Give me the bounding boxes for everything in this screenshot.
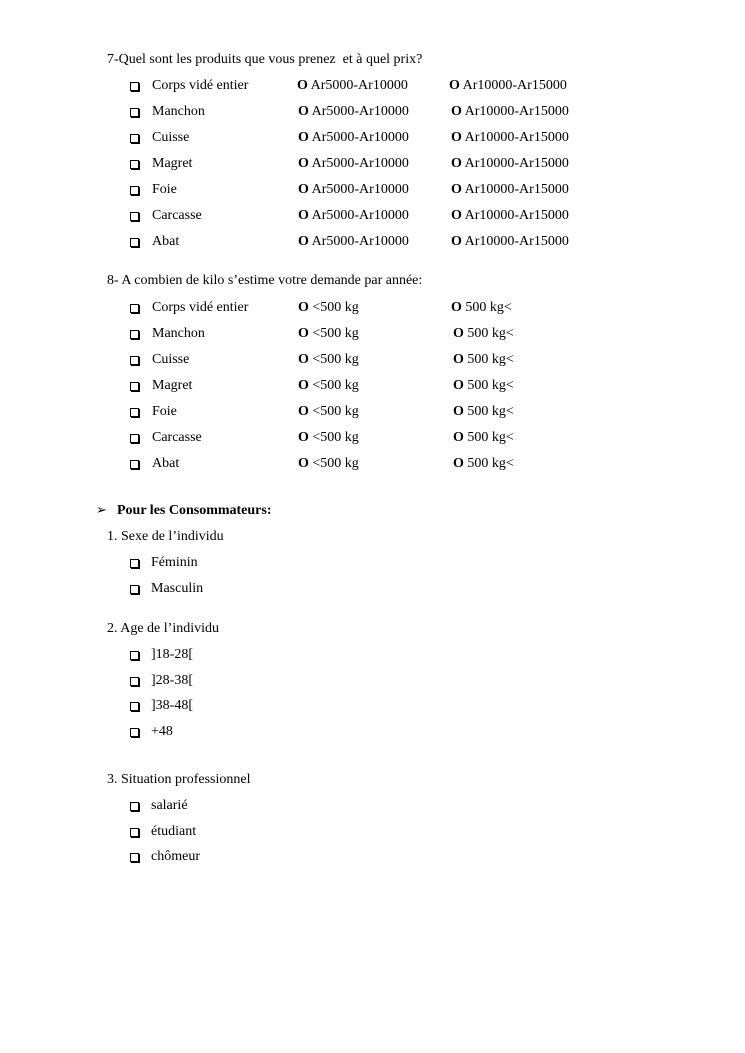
checkbox-square-icon[interactable] bbox=[130, 460, 139, 469]
option-2[interactable] bbox=[449, 78, 567, 94]
question-7-title: 7-Quel sont les produits que vous prenez et à quel prix? bbox=[107, 52, 423, 67]
choice-label: Masculin bbox=[151, 581, 204, 596]
option-2[interactable] bbox=[451, 208, 569, 224]
option-1[interactable] bbox=[298, 326, 359, 342]
option-circle-marker: O bbox=[298, 156, 309, 171]
option-2[interactable] bbox=[451, 300, 512, 316]
option-label: 500 kg< bbox=[467, 456, 514, 471]
option-label: 500 kg< bbox=[467, 352, 514, 367]
product-label: Carcasse bbox=[152, 430, 202, 445]
option-circle-marker: O bbox=[298, 456, 309, 471]
option-label: Ar5000-Ar10000 bbox=[311, 104, 409, 119]
option-label: Ar5000-Ar10000 bbox=[311, 130, 409, 145]
option-label: Ar5000-Ar10000 bbox=[311, 234, 409, 249]
checkbox-square-icon[interactable] bbox=[130, 677, 139, 686]
option-1[interactable] bbox=[298, 234, 409, 250]
product-label: Manchon bbox=[152, 104, 205, 119]
option-label: <500 kg bbox=[312, 300, 359, 315]
option-circle-marker: O bbox=[453, 456, 464, 471]
product-label: Magret bbox=[152, 378, 193, 393]
option-2[interactable] bbox=[451, 234, 569, 250]
option-label: <500 kg bbox=[312, 456, 359, 471]
choice-label: ]38-48[ bbox=[151, 698, 193, 713]
choice-label: ]18-28[ bbox=[151, 647, 193, 662]
product-label: Abat bbox=[152, 456, 180, 471]
choice-label: étudiant bbox=[151, 824, 197, 839]
product-label: Foie bbox=[152, 404, 177, 419]
option-label: Ar10000-Ar15000 bbox=[462, 78, 567, 93]
choice-label: ]28-38[ bbox=[151, 673, 193, 688]
checkbox-square-icon[interactable] bbox=[130, 408, 139, 417]
option-label: <500 kg bbox=[312, 430, 359, 445]
checkbox-square-icon[interactable] bbox=[130, 160, 139, 169]
option-circle-marker: O bbox=[298, 182, 309, 197]
checkbox-square-icon[interactable] bbox=[130, 702, 139, 711]
option-circle-marker: O bbox=[451, 104, 462, 119]
consumer-question-3-title: 3. Situation professionnel bbox=[107, 772, 251, 787]
choice-label: Féminin bbox=[151, 555, 198, 570]
option-circle-marker: O bbox=[298, 208, 309, 223]
option-label: <500 kg bbox=[312, 378, 359, 393]
option-label: Ar5000-Ar10000 bbox=[311, 208, 409, 223]
checkbox-square-icon[interactable] bbox=[130, 585, 139, 594]
option-2[interactable] bbox=[451, 130, 569, 146]
option-circle-marker: O bbox=[453, 378, 464, 393]
option-circle-marker: O bbox=[451, 182, 462, 197]
option-circle-marker: O bbox=[451, 234, 462, 249]
product-label: Manchon bbox=[152, 326, 205, 341]
option-label: 500 kg< bbox=[467, 326, 514, 341]
option-circle-marker: O bbox=[297, 78, 308, 93]
option-circle-marker: O bbox=[298, 130, 309, 145]
option-circle-marker: O bbox=[451, 208, 462, 223]
option-2[interactable] bbox=[453, 404, 514, 420]
option-label: Ar5000-Ar10000 bbox=[311, 156, 409, 171]
option-label: <500 kg bbox=[312, 326, 359, 341]
option-1[interactable] bbox=[298, 352, 359, 368]
option-circle-marker: O bbox=[453, 326, 464, 341]
option-1[interactable] bbox=[298, 456, 359, 472]
option-2[interactable] bbox=[453, 378, 514, 394]
consumer-question-2-title: 2. Age de l’individu bbox=[107, 621, 219, 636]
option-circle-marker: O bbox=[453, 404, 464, 419]
option-label: Ar5000-Ar10000 bbox=[311, 182, 409, 197]
product-label: Abat bbox=[152, 234, 180, 249]
option-circle-marker: O bbox=[451, 300, 462, 315]
checkbox-square-icon[interactable] bbox=[130, 651, 139, 660]
option-circle-marker: O bbox=[449, 78, 460, 93]
option-1[interactable] bbox=[298, 430, 359, 446]
checkbox-square-icon[interactable] bbox=[130, 186, 139, 195]
option-1[interactable] bbox=[297, 78, 408, 94]
checkbox-square-icon[interactable] bbox=[130, 434, 139, 443]
option-label: <500 kg bbox=[312, 352, 359, 367]
option-label: Ar5000-Ar10000 bbox=[310, 78, 408, 93]
option-2[interactable] bbox=[453, 456, 514, 472]
option-label: Ar10000-Ar15000 bbox=[464, 130, 569, 145]
option-1[interactable] bbox=[298, 300, 359, 316]
option-2[interactable] bbox=[451, 182, 569, 198]
product-label: Corps vidé entier bbox=[152, 300, 249, 315]
option-1[interactable] bbox=[298, 208, 409, 224]
option-circle-marker: O bbox=[298, 104, 309, 119]
option-circle-marker: O bbox=[298, 234, 309, 249]
checkbox-square-icon[interactable] bbox=[130, 853, 139, 862]
option-circle-marker: O bbox=[298, 404, 309, 419]
option-1[interactable] bbox=[298, 130, 409, 146]
option-circle-marker: O bbox=[298, 430, 309, 445]
checkbox-square-icon[interactable] bbox=[130, 82, 139, 91]
choice-label: chômeur bbox=[151, 849, 200, 864]
option-circle-marker: O bbox=[298, 378, 309, 393]
option-2[interactable] bbox=[451, 156, 569, 172]
checkbox-square-icon[interactable] bbox=[130, 356, 139, 365]
option-circle-marker: O bbox=[298, 352, 309, 367]
option-circle-marker: O bbox=[453, 430, 464, 445]
option-circle-marker: O bbox=[298, 300, 309, 315]
product-label: Foie bbox=[152, 182, 177, 197]
checkbox-square-icon[interactable] bbox=[130, 212, 139, 221]
product-label: Cuisse bbox=[152, 130, 190, 145]
option-label: 500 kg< bbox=[467, 404, 514, 419]
checkbox-square-icon[interactable] bbox=[130, 238, 139, 247]
option-label: Ar10000-Ar15000 bbox=[464, 208, 569, 223]
option-1[interactable] bbox=[298, 104, 409, 120]
option-1[interactable] bbox=[298, 156, 409, 172]
checkbox-square-icon[interactable] bbox=[130, 802, 139, 811]
option-circle-marker: O bbox=[451, 156, 462, 171]
option-2[interactable] bbox=[451, 104, 569, 120]
checkbox-square-icon[interactable] bbox=[130, 382, 139, 391]
option-circle-marker: O bbox=[451, 130, 462, 145]
option-2[interactable] bbox=[453, 430, 514, 446]
checkbox-square-icon[interactable] bbox=[130, 559, 139, 568]
option-circle-marker: O bbox=[453, 352, 464, 367]
product-label: Carcasse bbox=[152, 208, 202, 223]
arrow-bullet-icon: ➢ bbox=[96, 502, 107, 517]
option-1[interactable] bbox=[298, 378, 359, 394]
option-label: 500 kg< bbox=[467, 378, 514, 393]
checkbox-square-icon[interactable] bbox=[130, 108, 139, 117]
option-circle-marker: O bbox=[298, 326, 309, 341]
option-label: Ar10000-Ar15000 bbox=[464, 182, 569, 197]
option-label: Ar10000-Ar15000 bbox=[464, 156, 569, 171]
section-title: Pour les Consommateurs: bbox=[117, 503, 272, 518]
checkbox-square-icon[interactable] bbox=[130, 828, 139, 837]
option-2[interactable] bbox=[453, 326, 514, 342]
choice-label: +48 bbox=[151, 724, 173, 739]
option-1[interactable] bbox=[298, 404, 359, 420]
product-label: Magret bbox=[152, 156, 193, 171]
option-2[interactable] bbox=[453, 352, 514, 368]
option-label: Ar10000-Ar15000 bbox=[464, 234, 569, 249]
consumer-question-1-title: 1. Sexe de l’individu bbox=[107, 529, 224, 544]
checkbox-square-icon[interactable] bbox=[130, 728, 139, 737]
option-label: Ar10000-Ar15000 bbox=[464, 104, 569, 119]
product-label: Corps vidé entier bbox=[152, 78, 249, 93]
option-label: <500 kg bbox=[312, 404, 359, 419]
product-label: Cuisse bbox=[152, 352, 190, 367]
option-1[interactable] bbox=[298, 182, 409, 198]
choice-label: salarié bbox=[151, 798, 188, 813]
question-8-title: 8- A combien de kilo s’estime votre demande par année: bbox=[107, 273, 423, 288]
checkbox-square-icon[interactable] bbox=[130, 304, 139, 313]
option-label: 500 kg< bbox=[465, 300, 512, 315]
checkbox-square-icon[interactable] bbox=[130, 330, 139, 339]
checkbox-square-icon[interactable] bbox=[130, 134, 139, 143]
option-label: 500 kg< bbox=[467, 430, 514, 445]
